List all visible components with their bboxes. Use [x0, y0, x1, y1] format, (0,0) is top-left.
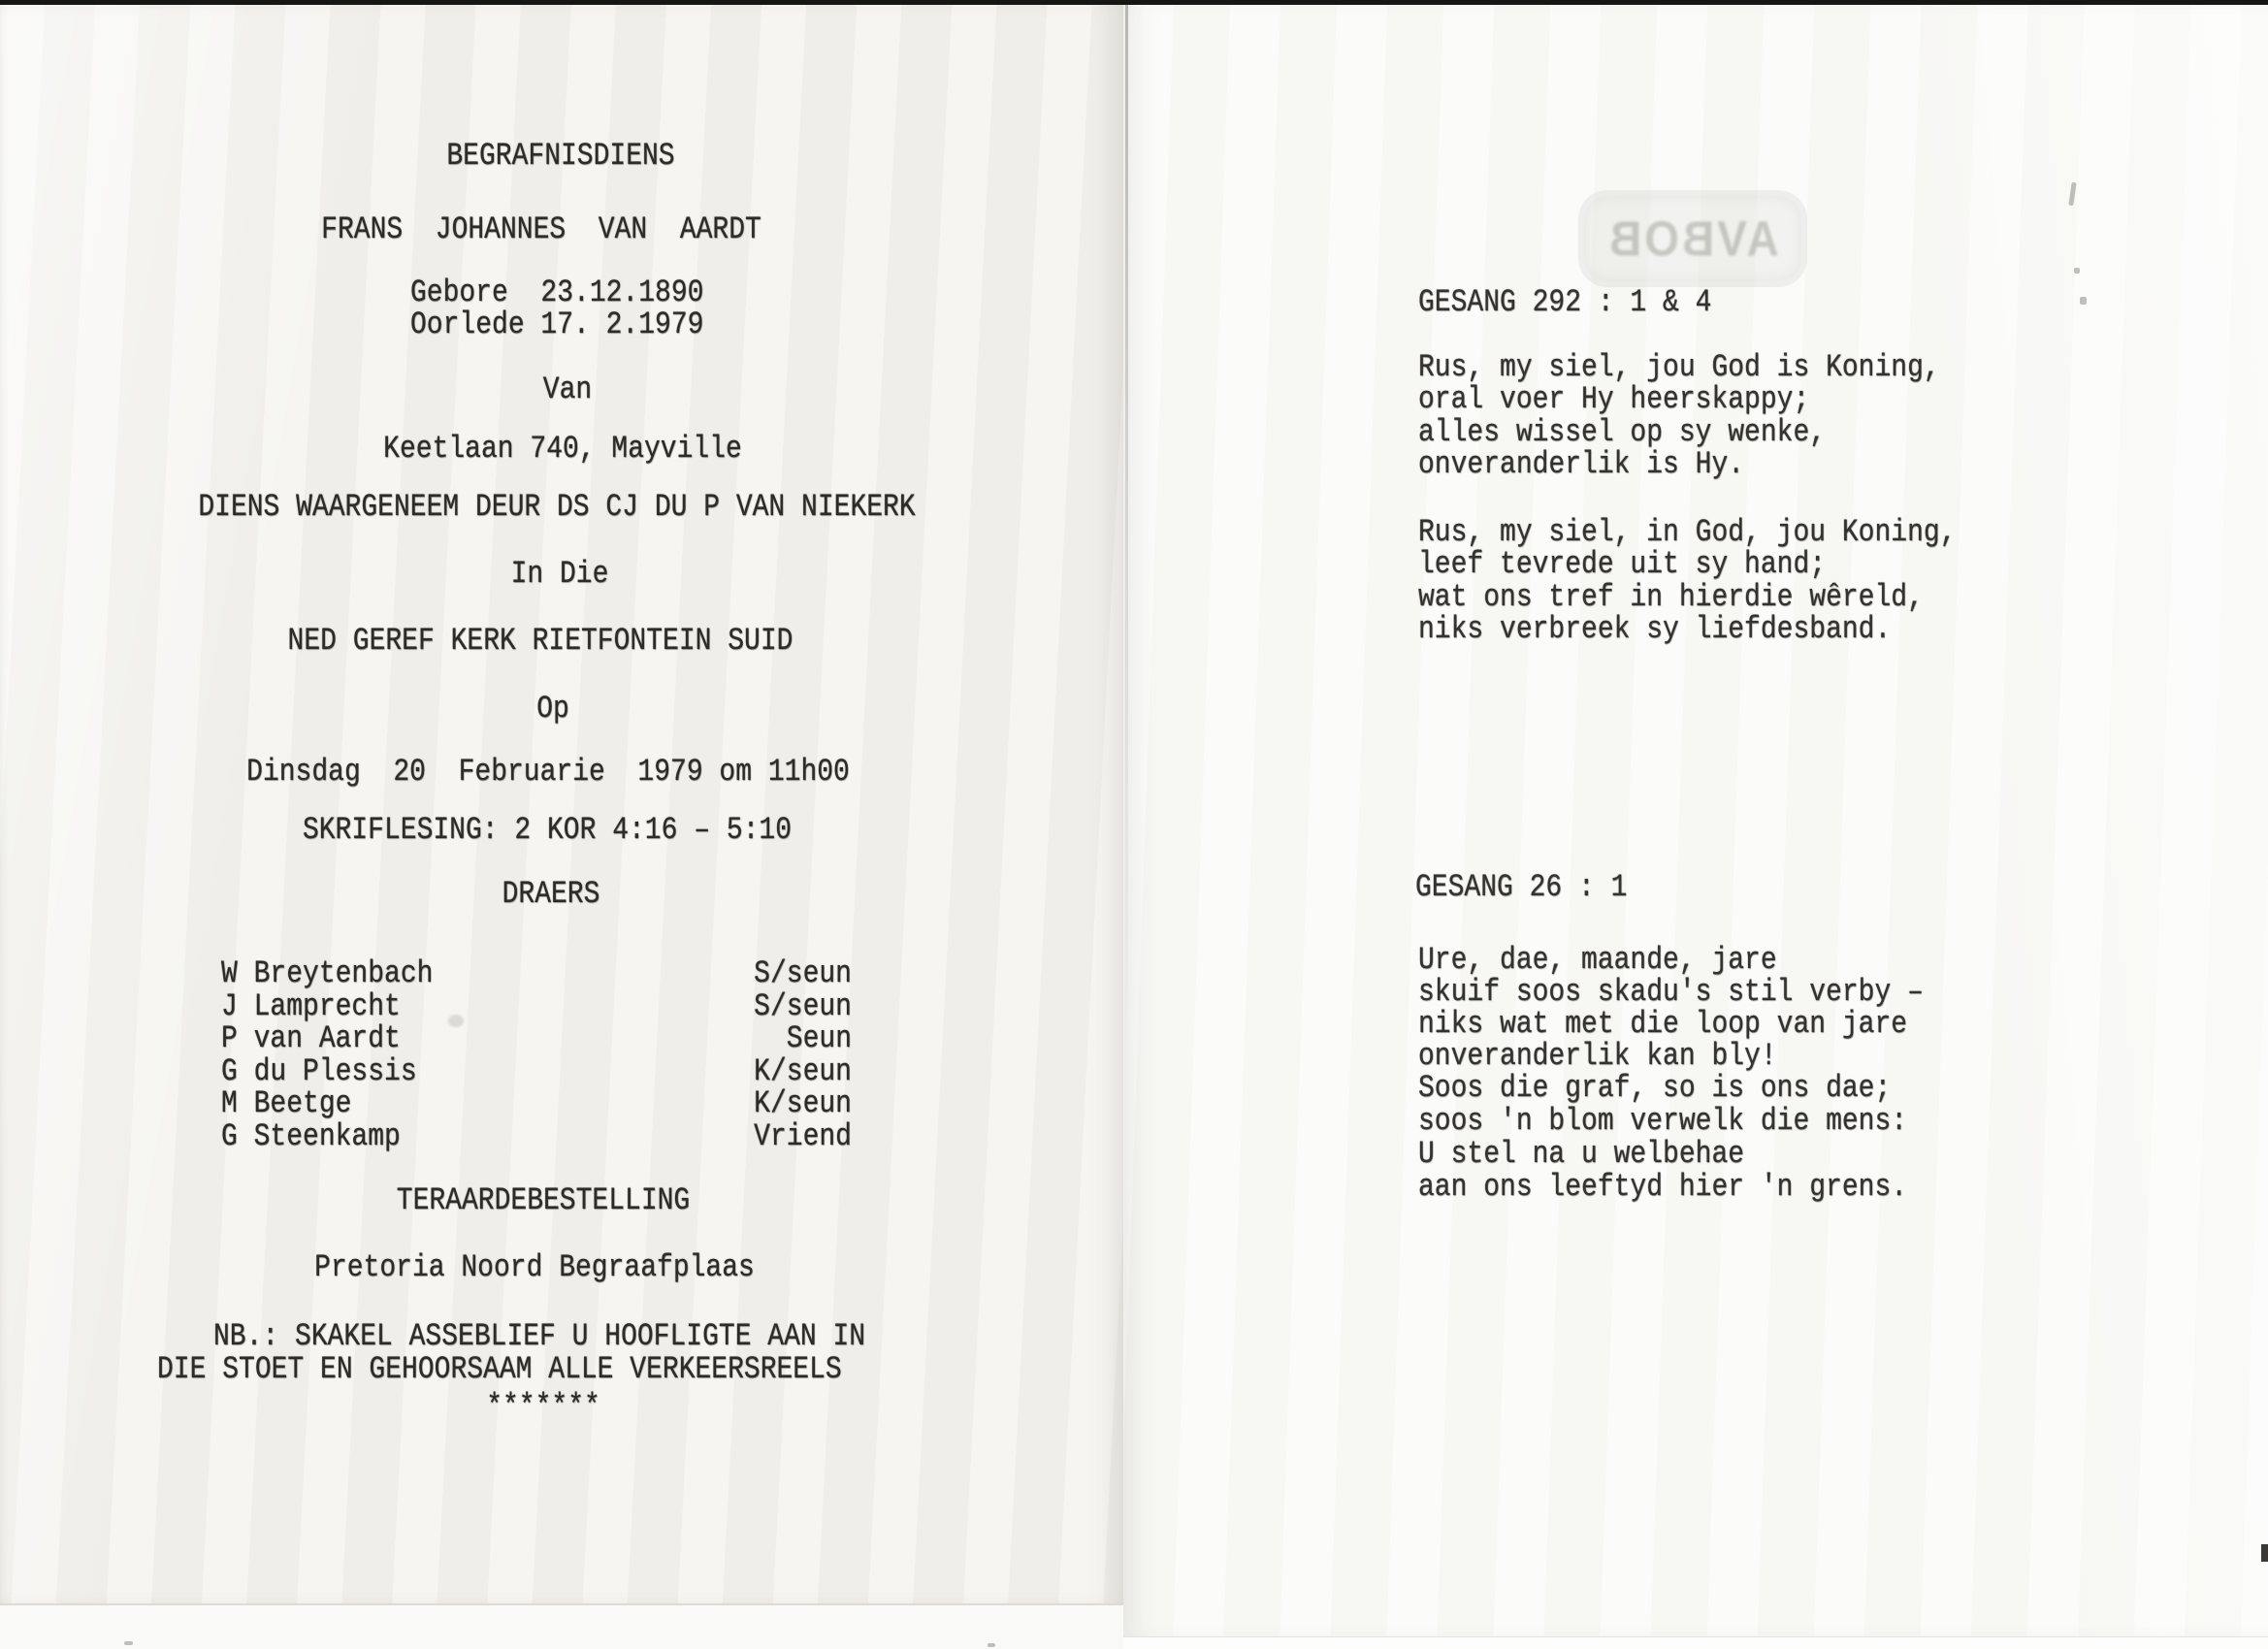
bearer-row [221, 1086, 852, 1122]
scan-edge-mark [2261, 1544, 2268, 1562]
hymn2-verse-line: niks wat met die loop van jare [1418, 1007, 1908, 1043]
hymn2-verse-line: aan ons leeftyd hier 'n grens. [1418, 1170, 1908, 1206]
hymn2-heading: GESANG 26 : 1 [1415, 870, 1628, 906]
paper-speck [2074, 268, 2080, 274]
bearer-relation: Seun [786, 1021, 852, 1057]
of-label: Van [542, 372, 593, 408]
asterisk-divider: ******* [486, 1389, 600, 1425]
left-page-bottom-edge [0, 1603, 1123, 1649]
hymn1-verse1-line: Rus, my siel, jou God is Koning, [1418, 350, 1940, 386]
hymn1-heading: GESANG 292 : 1 & 4 [1418, 285, 1712, 321]
hymn1-verse1-line: alles wissel op sy wenke, [1418, 415, 1827, 451]
bearer-name: M Beetge [221, 1086, 352, 1122]
hymn2-verse-line: onveranderlik kan bly! [1418, 1039, 1777, 1075]
bearer-row [221, 1054, 852, 1090]
bearers-heading: DRAERS [502, 877, 600, 913]
paper-speck [2080, 297, 2087, 305]
bearer-row [221, 1119, 852, 1155]
bearer-relation: Vriend [754, 1119, 852, 1155]
bearer-name: P van Aardt [221, 1021, 401, 1057]
bearer-name: W Breytenbach [221, 956, 434, 992]
bearer-name: J Lamprecht [221, 989, 401, 1025]
paper-speck [124, 1641, 133, 1645]
death-date-line: Oorlede 17. 2.1979 [410, 307, 704, 343]
bearer-relation: S/seun [754, 989, 852, 1025]
hymn1-verse2-line: leef tevrede uit sy hand; [1418, 547, 1827, 583]
scripture-reading-line: SKRIFLESING: 2 KOR 4:16 – 5:10 [302, 813, 793, 849]
interment-heading: TERAARDEBESTELLING [396, 1183, 691, 1219]
paper-speck [988, 1643, 995, 1647]
address-line: Keetlaan 740, Mayville [383, 432, 742, 468]
right-page-bottom-edge [1123, 1636, 2268, 1649]
fold-crease [1125, 5, 1128, 1072]
service-date-line: Dinsdag 20 Februarie 1979 om 11h00 [246, 755, 850, 791]
cemetery-line: Pretoria Noord Begraafplaas [314, 1250, 755, 1286]
birth-date-line: Gebore 23.12.1890 [410, 275, 704, 311]
service-title: BEGRAFNISDIENS [446, 139, 675, 175]
stamp-text: AVBOB [1606, 210, 1779, 267]
hymn2-verse-line: skuif soos skadu's stil verby – [1418, 975, 1924, 1011]
hymn2-verse-line: soos 'n blom verwelk die mens: [1418, 1104, 1908, 1140]
hymn2-verse-line: U stel na u welbehae [1418, 1137, 1745, 1173]
notice-line-1: NB.: SKAKEL ASSEBLIEF U HOOFLIGTE AAN IN [213, 1319, 866, 1355]
hymn2-verse-line: Ure, dae, maande, jare [1418, 943, 1777, 979]
church-line: NED GEREF KERK RIETFONTEIN SUID [287, 624, 794, 660]
notice-line-2: DIE STOET EN GEHOORSAAM ALLE VERKEERSREELS [157, 1352, 842, 1388]
avbob-ink-stamp-ghost [1584, 196, 1801, 281]
in-the-label: In Die [510, 557, 609, 593]
hymn2-verse-line: Soos die graf, so is ons dae; [1418, 1071, 1892, 1107]
deceased-name: FRANS JOHANNES VAN AARDT [321, 212, 761, 248]
bearer-row [221, 956, 852, 992]
hymn1-verse1-line: oral voer Hy heerskappy; [1418, 382, 1810, 418]
hymn1-verse2-line: niks verbreek sy liefdesband. [1418, 612, 1892, 648]
bearer-row [221, 989, 852, 1025]
hymn1-verse2-line: wat ons tref in hierdie wêreld, [1418, 580, 1924, 616]
bearers-list [221, 956, 852, 1155]
hymn1-verse1-line: onveranderlik is Hy. [1418, 447, 1745, 483]
bearer-relation: S/seun [754, 956, 852, 992]
on-label: Op [536, 692, 569, 728]
bearer-relation: K/seun [754, 1086, 852, 1122]
paper-smudge [448, 1015, 464, 1027]
bearer-name: G Steenkamp [221, 1119, 401, 1155]
bearer-relation: K/seun [754, 1054, 852, 1090]
officiant-line: DIENS WAARGENEEM DEUR DS CJ DU P VAN NIEKERK [198, 490, 916, 526]
bearer-name: G du Plessis [221, 1054, 417, 1090]
hymn1-verse2-line: Rus, my siel, in God, jou Koning, [1418, 515, 1957, 551]
